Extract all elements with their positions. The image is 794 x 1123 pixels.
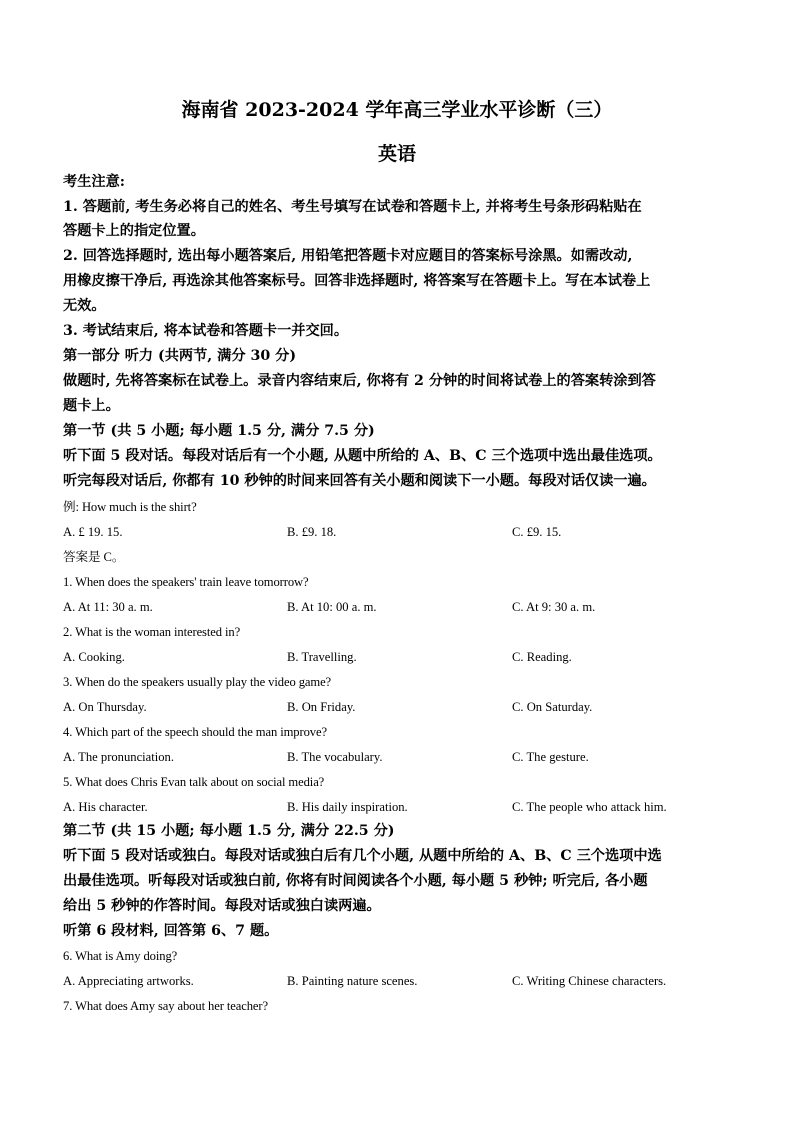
section2-instruction: 给出 5 秒钟的作答时间。每段对话或独白读两遍。 bbox=[63, 898, 381, 914]
question-6-option-a: A. Appreciating artworks. bbox=[63, 974, 194, 988]
example-answer: 答案是 C。 bbox=[63, 550, 125, 564]
notice-line: 2. 回答选择题时, 选出每小题答案后, 用铅笔把答题卡对应题目的答案标号涂黑。如需改动, bbox=[63, 248, 633, 264]
example-option-a: A. £ 19. 15. bbox=[63, 525, 123, 539]
question-3-option-a: A. On Thursday. bbox=[63, 700, 147, 714]
notice-line: 用橡皮擦干净后, 再选涂其他答案标号。回答非选择题时, 将答案写在答题卡上。写在本试卷上 bbox=[63, 273, 651, 289]
question-2-option-a: A. Cooking. bbox=[63, 650, 125, 664]
question-7: 7. What does Amy say about her teacher? bbox=[63, 999, 268, 1013]
question-6-option-b: B. Painting nature scenes. bbox=[287, 974, 418, 988]
question-4-option-a: A. The pronunciation. bbox=[63, 750, 174, 764]
material-heading: 听第 6 段材料, 回答第 6、7 题。 bbox=[63, 923, 279, 939]
question-4: 4. Which part of the speech should the man improve? bbox=[63, 725, 327, 739]
exam-title: 海南省 2023-2024 学年高三学业水平诊断（三） bbox=[181, 99, 613, 121]
question-5-option-b: B. His daily inspiration. bbox=[287, 800, 408, 814]
section2-instruction: 出最佳选项。听每段对话或独白前, 你将有时间阅读各个小题, 每小题 5 秒钟; 听完后, 各小题 bbox=[63, 873, 648, 889]
example-option-b: B. £9. 18. bbox=[287, 525, 337, 539]
question-6: 6. What is Amy doing? bbox=[63, 949, 178, 963]
question-1-option-c: C. At 9: 30 a. m. bbox=[512, 600, 596, 614]
section2-heading: 第二节 (共 15 小题; 每小题 1.5 分, 满分 22.5 分) bbox=[63, 823, 395, 839]
section2-instruction: 听下面 5 段对话或独白。每段对话或独白后有几个小题, 从题中所给的 A、B、C 三个选项中选 bbox=[63, 848, 662, 864]
question-3-option-c: C. On Saturday. bbox=[512, 700, 593, 714]
notice-line: 3. 考试结束后, 将本试卷和答题卡一并交回。 bbox=[63, 323, 349, 339]
part1-heading: 第一部分 听力 (共两节, 满分 30 分) bbox=[63, 348, 297, 364]
question-6-option-c: C. Writing Chinese characters. bbox=[512, 974, 667, 988]
question-2: 2. What is the woman interested in? bbox=[63, 625, 241, 639]
notice-heading: 考生注意: bbox=[63, 174, 125, 190]
question-4-option-b: B. The vocabulary. bbox=[287, 750, 383, 764]
notice-line: 答题卡上的指定位置。 bbox=[63, 223, 205, 239]
question-3: 3. When do the speakers usually play the video game? bbox=[63, 675, 332, 689]
question-3-option-b: B. On Friday. bbox=[287, 700, 356, 714]
notice-line: 无效。 bbox=[63, 298, 106, 314]
question-1-option-b: B. At 10: 00 a. m. bbox=[287, 600, 377, 614]
section1-instruction: 听下面 5 段对话。每段对话后有一个小题, 从题中所给的 A、B、C 三个选项中选出最佳选项。 bbox=[63, 448, 662, 464]
question-4-option-c: C. The gesture. bbox=[512, 750, 589, 764]
example-question: 例: How much is the shirt? bbox=[63, 500, 197, 514]
question-5-option-c: C. The people who attack him. bbox=[512, 800, 667, 814]
part1-intro-line: 题卡上。 bbox=[63, 398, 120, 414]
question-2-option-b: B. Travelling. bbox=[287, 650, 357, 664]
notice-line: 1. 答题前, 考生务必将自己的姓名、考生号填写在试卷和答题卡上, 并将考生号条形码粘贴在 bbox=[63, 199, 642, 215]
question-2-option-c: C. Reading. bbox=[512, 650, 572, 664]
section1-instruction: 听完每段对话后, 你都有 10 秒钟的时间来回答有关小题和阅读下一小题。每段对话仅读一遍。 bbox=[63, 473, 656, 489]
subject-title: 英语 bbox=[377, 143, 416, 165]
question-5: 5. What does Chris Evan talk about on social media? bbox=[63, 775, 325, 789]
example-option-c: C. £9. 15. bbox=[512, 525, 562, 539]
question-1: 1. When does the speakers' train leave tomorrow? bbox=[63, 575, 309, 589]
section1-heading: 第一节 (共 5 小题; 每小题 1.5 分, 满分 7.5 分) bbox=[63, 423, 375, 439]
question-5-option-a: A. His character. bbox=[63, 800, 148, 814]
part1-intro-line: 做题时, 先将答案标在试卷上。录音内容结束后, 你将有 2 分钟的时间将试卷上的答案转涂到答 bbox=[63, 373, 656, 389]
question-1-option-a: A. At 11: 30 a. m. bbox=[63, 600, 153, 614]
